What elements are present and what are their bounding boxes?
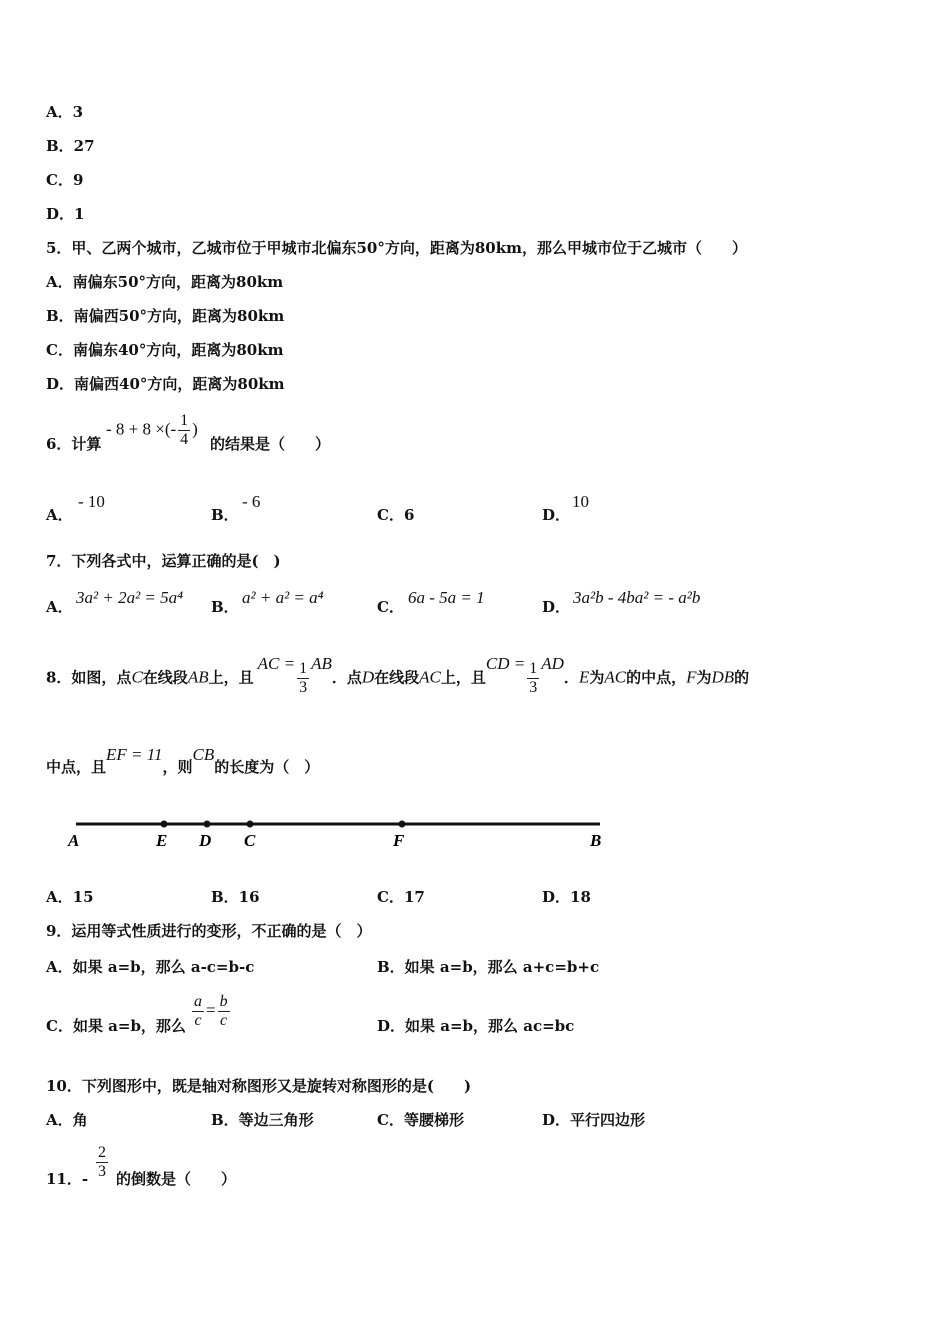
q6-option-c: C．6 <box>377 506 415 524</box>
point-c-label: C <box>244 831 256 850</box>
point-e-dot <box>161 821 168 828</box>
q8-option-b: B．16 <box>211 888 260 906</box>
q7-option-b-expr: a² + a² = a⁴ <box>242 588 324 607</box>
q10-option-c: C．等腰梯形 <box>377 1111 464 1129</box>
q9-option-a: A．如果 a=b，那么 a-c=b-c <box>46 958 255 976</box>
point-f-label: F <box>393 831 405 850</box>
q7-option-d: D． <box>542 598 571 616</box>
q6-option-b: B． <box>211 506 239 524</box>
q7-option-c: C． <box>377 598 404 616</box>
q9-option-c: C．如果 a=b，那么 <box>46 1017 186 1035</box>
q8-stem-line2: 中点，且EF = 11，则CB的长度为（ ） <box>46 745 320 776</box>
q9-option-b: B．如果 a=b，那么 a+c=b+c <box>377 958 600 976</box>
q6-option-a: A． <box>46 506 73 524</box>
q5-option-c: C．南偏东40°方向，距离为80km <box>46 341 284 359</box>
point-e-label: E <box>156 831 168 850</box>
q11-fraction: $\frac{2}{3}$ <box>98 1144 106 1180</box>
q10-option-a: A．角 <box>46 1111 88 1129</box>
q11-label: 11．- <box>46 1170 89 1188</box>
q4-option-b: B．27 <box>46 137 95 155</box>
q6-expr-right: ) <box>192 419 198 439</box>
point-c-dot <box>247 821 254 828</box>
q6-expr-left: - 8 + 8 ×(- <box>106 419 177 439</box>
q5-option-d: D．南偏西40°方向，距离为80km <box>46 375 285 393</box>
q5-option-b: B．南偏西50°方向，距离为80km <box>46 307 285 325</box>
q7-option-c-expr: 6a - 5a = 1 <box>408 588 485 607</box>
q8-option-a: A．15 <box>46 888 94 906</box>
q8-fraction-1: $\frac{1}{3}$ <box>299 660 308 696</box>
q6-option-b-value: - 6 <box>242 492 261 511</box>
q8-option-c: C．17 <box>377 888 425 906</box>
q8-stem-line1: 8．如图，点C在线段AB上，且AC = $\frac{1}{3}$ AB．点D在线段AC上，且CD = $\frac{1}{3}$ AD．E为AC的中点，F为DB的 <box>46 653 750 696</box>
q6-expression <box>106 412 198 449</box>
q7-option-a: A． <box>46 598 73 616</box>
q6-option-d: D． <box>542 506 571 524</box>
q8-segment-diagram <box>60 810 620 860</box>
q8-fraction-2: $\frac{1}{3}$ <box>529 660 538 696</box>
q11-tail: 的倒数是（ ） <box>116 1170 237 1188</box>
q9-stem: 9．运用等式性质进行的变形，不正确的是（ ） <box>46 922 372 940</box>
point-f-dot <box>399 821 406 828</box>
point-b-label: B <box>590 831 602 850</box>
point-a-label: A <box>68 831 80 850</box>
q7-option-a-expr: 3a² + 2a² = 5a⁴ <box>76 588 184 607</box>
point-d-label: D <box>199 831 212 850</box>
q6-fraction: $\frac{1}{4}$ <box>180 412 189 448</box>
q7-option-d-expr: 3a²b - 4ba² = - a²b <box>573 588 701 607</box>
q4-option-a: A．3 <box>46 103 84 121</box>
q7-option-b: B． <box>211 598 239 616</box>
point-d-dot <box>204 821 211 828</box>
q4-option-c: C．9 <box>46 171 84 189</box>
q10-stem: 10．下列图形中，既是轴对称图形又是旋转对称图形的是( ) <box>46 1077 472 1095</box>
q10-option-d: D．平行四边形 <box>542 1111 646 1129</box>
q6-label: 6．计算 <box>46 435 102 453</box>
q8-option-d: D．18 <box>542 888 591 906</box>
q6-option-a-value: - 10 <box>78 492 105 511</box>
q6-option-d-value: 10 <box>572 492 589 511</box>
q5-option-a: A．南偏东50°方向，距离为80km <box>46 273 284 291</box>
q9-option-d: D．如果 a=b，那么 ac=bc <box>377 1017 575 1035</box>
q4-option-d: D．1 <box>46 205 85 223</box>
q7-stem: 7．下列各式中，运算正确的是( ) <box>46 552 281 570</box>
q10-option-b: B．等边三角形 <box>211 1111 314 1129</box>
q6-tail: 的结果是（ ） <box>210 435 331 453</box>
q5-stem: 5．甲、乙两个城市，乙城市位于甲城市北偏东50°方向，距离为80km，那么甲城市位于乙城市（ ） <box>46 239 747 257</box>
q9-option-c-expr: $\frac{a}{c}$ = $\frac{b}{c}$ <box>194 993 228 1029</box>
